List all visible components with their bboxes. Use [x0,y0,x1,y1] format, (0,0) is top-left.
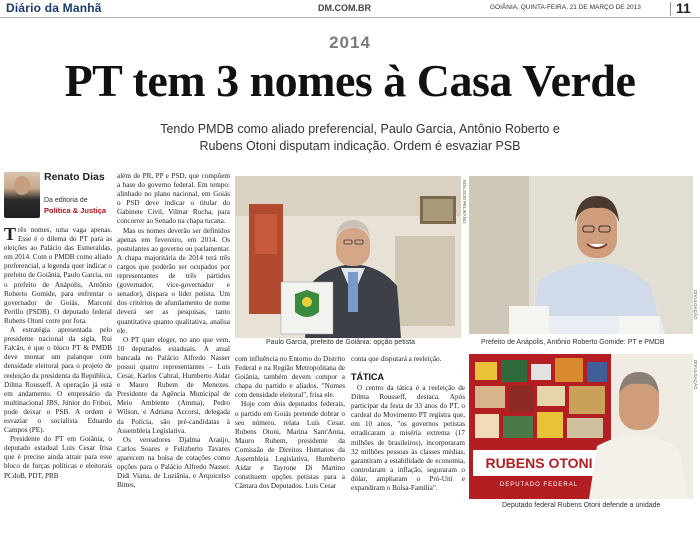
section-subhead: TÁTICA [351,372,384,382]
dropcap: T [4,224,17,244]
paragraph: O PT quer eleger, no ano que vem, 10 deputados estaduais. A atual bancada no Palácio Alfredo Nasser possui quatro representantes – Luis Cesar, Karlos Cabral, Humberto Aidar e Mauro Rubem de Menezes. Presidente da Agência Municipal de Meio Ambiente (Amma), Pedro Wilson, e Adriana Accorsi, delegada da Polícia, são pré-candidatas à Assembleia Legislativa. [117,335,230,435]
banner-name: RUBENS OTONI [485,455,593,471]
site-url: DM.COM.BR [318,3,371,13]
author-section: Política & Justiça [44,206,107,215]
article-column-3 [235,355,345,491]
paragraph: O centro da tática é a reeleição de Dilma Rousseff, destaca. Após participar da festa de 33 anos do PT, o cardeal do Movimento PT registra que, em 10 anos, "os governos petistas erradicaram a miséria extrema (17 milhões de brasileiros), incorporaram 32 milhões pessoas às classes médias, garantiram a estabilidade de economia, controlaram a inflação, seguraram o dólar, ampliaram o Pró-Uni e expandiram o Bolsa-Família". [351,384,465,493]
paragraph: com influência no Entorno do Distrito Federal e na Região Metropolitana de Goiânia, também devem compor a chapa do partido e aliados. "Nomes com densidade eleitoral", frisa ele. [235,355,345,400]
paragraph: Presidente do PT em Goiânia, o deputado estadual Luis Cesar frisa que é preciso ainda atrair para esse bloco de forças políticas e eleitorais PCdoB, PDT, PRB [4,435,112,480]
divider [670,2,671,16]
article-column-1 [4,226,112,481]
paragraph: além de PR, PP e PSD, que compõem a base do governo federal. Em tempo: alinhado no plano nacional, em Goiás o PSD deve indicar o titular do Gabinete Civil, Vilmar Rocha, para concorrer ao Senado na chapa tucana. [117,172,230,226]
article-column-4-body [351,384,465,493]
paragraph: Os vereadores Djalma Araújo, Carlos Soares e Felizberto Tavares aparecem na bolsa de cotações como opções para o Palácio Alfredo Nasser. Didi Viana, de Luziânia, e Arquicelso Bittes, [117,435,230,490]
photo-credit: DIVULGAÇÃO [693,360,698,390]
photo-credit: DIVULGAÇÃO [693,290,698,320]
photo-paulo-garcia [235,176,461,338]
paragraph: rês nomes, uma vaga apenas. Esse é o dilema do PT para as eleições ao Palácio das Esmeraldas, em 2014. Com o PMDB como aliado preferencial, a legenda quer indicar o prefeito de Goiânia, Paulo Garcia, ou o prefeito de Anápolis, Antônio Roberto Gomide, para enfrentar o governador de Goiás, Marconi Perillo (PSDB). O deputado federal Rubens Otoni corre por fora. [4,226,112,325]
author-role: Da editoria de [44,197,88,204]
paragraph: conta que disputará a reeleição. [351,355,442,363]
author-avatar [4,172,40,218]
page-number: 11 [676,0,691,16]
newspaper-logo: Diário da Manhã [6,1,102,15]
masthead [0,0,700,18]
photo-caption: Paulo Garcia, prefeito de Goiânia: opção petista [266,339,416,346]
photo-credit: EDILSON PELIKANO [462,180,467,224]
dateline: GOIÂNIA, QUINTA-FEIRA, 21 DE MARÇO DE 2013 [490,4,641,11]
deck: Tendo PMDB como aliado preferencial, Paulo Garcia, Antônio Roberto e Rubens Otoni disputam indicação. Ordem é esvaziar PSB [160,122,560,153]
photo-caption: Deputado federal Rubens Otoni defende a unidade [502,502,661,509]
kicker: 2014 [329,33,371,52]
paragraph: Hoje com dois deputados federais, o partido em Goiás pretende dobrar o seu número, relata Luís Cesar. Rubens Otoni, Marina Sant'Anna, Mauro Rubem, presidente da Comissão de Direitos Humanos da Assembleia Legislativa, Humberto Aidar e Tayrone Di Martino constituem opções petistas para a Câmara dos Deputados. Luís Cesar [235,400,345,491]
banner-subtitle: DEPUTADO FEDERAL [499,482,579,488]
paragraph: Mas os nomes deverão ser definidos apenas em fevereiro, em 2014. Os postulantes ao governo ou parlamentar. A chapa majoritária de 2014 terá três cargos que poderão ser ocupados por representantes de três partidos (governador, vice-governador e senador), dispara o líder petista. Um dos critérios de afunilamento de nome deverá ser as pesquisas, tanto quantitativa quanto qualitativa, analisa ele. [117,226,230,335]
paragraph: A estratégia apresentada pelo presidente nacional da sigla, Rui Falcão, é que o bloco PT & PMDB deve montar um palanque com densidade eleitoral para o projeto de reeleição da presidenta da República, Dilma Rousseff. A operação já está em andamento. O empresário da multinacional JBS, Júnior do Friboi, pode deixar o PSB. A ordem é esvaziar o socialista Eduardo Campos (PE). [4,326,112,435]
byline [4,172,112,222]
article-column-4 [351,355,465,364]
photo-caption: Prefeito de Anápolis, Antônio Roberto Gomide: PT e PMDB [481,339,665,346]
article-column-2 [117,172,230,490]
headline: PT tem 3 nomes à Casa Verde [64,55,636,106]
photo-antonio-gomide [469,176,693,334]
author-name: Renato Dias [44,171,105,183]
photo-rubens-otoni [469,354,693,499]
